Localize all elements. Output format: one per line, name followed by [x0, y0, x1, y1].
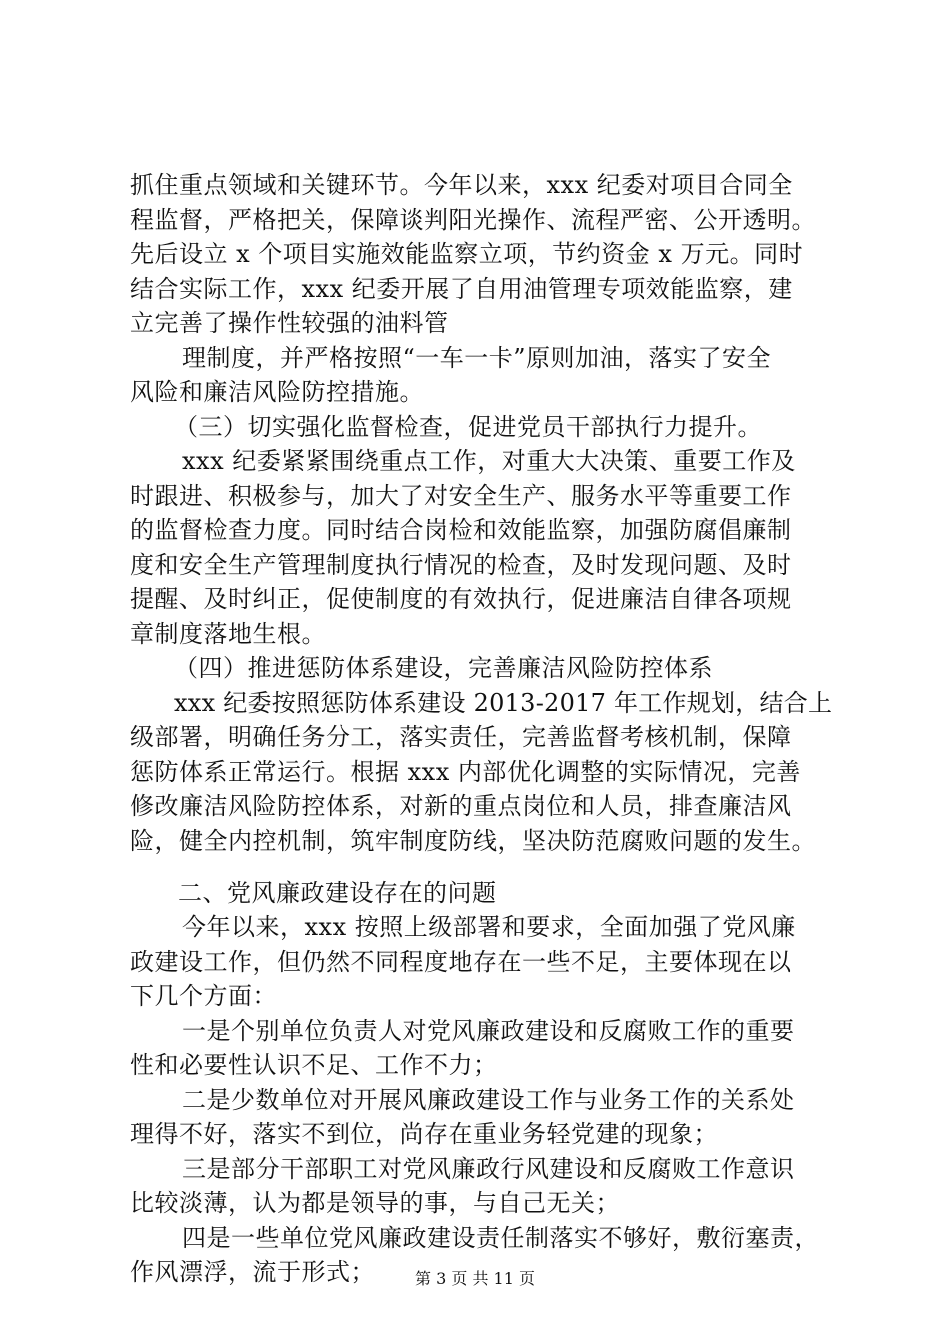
- section-heading: （四）推进惩防体系建设，完善廉洁风险防控体系: [174, 654, 713, 682]
- text-line: 先后设立 x 个项目实施效能监察立项，节约资金 x 万元。同时: [130, 240, 804, 268]
- text-line: 一是个别单位负责人对党风廉政建设和反腐败工作的重要: [182, 1017, 795, 1045]
- text-line: 时跟进、积极参与，加大了对安全生产、服务水平等重要工作: [130, 482, 792, 510]
- text-line: 二是少数单位对开展风廉政建设工作与业务工作的关系处: [182, 1086, 795, 1114]
- text-line: 的监督检查力度。同时结合岗检和效能监察，加强防腐倡廉制: [130, 516, 792, 544]
- section-heading: 二、党风廉政建设存在的问题: [178, 879, 497, 907]
- text-line: 理制度，并严格按照“一车一卡”原则加油，落实了安全: [182, 344, 772, 372]
- text-line: 风险和廉洁风险防控措施。: [130, 378, 424, 406]
- text-line: 惩防体系正常运行。根据 xxx 内部优化调整的实际情况，完善: [130, 758, 801, 786]
- text-line: 结合实际工作，xxx 纪委开展了自用油管理专项效能监察，建: [130, 275, 793, 303]
- text-line: 立完善了操作性较强的油料管: [130, 309, 449, 337]
- text-line: 提醒、及时纠正，促使制度的有效执行，促进廉洁自律各项规: [130, 585, 792, 613]
- text-line: 修改廉洁风险防控体系，对新的重点岗位和人员，排查廉洁风: [130, 792, 792, 820]
- text-line: 今年以来，xxx 按照上级部署和要求，全面加强了党风廉: [182, 913, 796, 941]
- text-line: 比较淡薄，认为都是领导的事，与自己无关；: [130, 1189, 620, 1217]
- text-line: 下几个方面：: [130, 982, 277, 1010]
- text-line: 险，健全内控机制，筑牢制度防线，坚决防范腐败问题的发生。: [130, 827, 816, 855]
- text-line: 理得不好，落实不到位，尚存在重业务轻党建的现象；: [130, 1120, 718, 1148]
- text-line: 四是一些单位党风廉政建设责任制落实不够好，敷衍塞责，: [182, 1224, 819, 1252]
- text-line: 级部署，明确任务分工，落实责任，完善监督考核机制，保障: [130, 723, 792, 751]
- section-heading: （三）切实强化监督检查，促进党员干部执行力提升。: [174, 413, 762, 441]
- text-line: 程监督，严格把关，保障谈判阳光操作、流程严密、公开透明。: [130, 206, 816, 234]
- page-number-footer: 第 3 页 共 11 页: [415, 1269, 535, 1288]
- text-line: 作风漂浮，流于形式；: [130, 1258, 375, 1286]
- text-line: 政建设工作，但仍然不同程度地存在一些不足，主要体现在以: [130, 948, 792, 976]
- text-line: 度和安全生产管理制度执行情况的检查，及时发现问题、及时: [130, 551, 792, 579]
- text-line: 三是部分干部职工对党风廉政行风建设和反腐败工作意识: [182, 1155, 795, 1183]
- text-line: xxx 纪委按照惩防体系建设 2013-2017 年工作规划，结合上: [174, 689, 833, 717]
- text-line: 章制度落地生根。: [130, 620, 326, 648]
- text-line: 抓住重点领域和关键环节。今年以来，xxx 纪委对项目合同全: [130, 171, 793, 199]
- text-line: xxx 纪委紧紧围绕重点工作，对重大大决策、重要工作及: [182, 447, 796, 475]
- text-line: 性和必要性认识不足、工作不力；: [130, 1051, 498, 1079]
